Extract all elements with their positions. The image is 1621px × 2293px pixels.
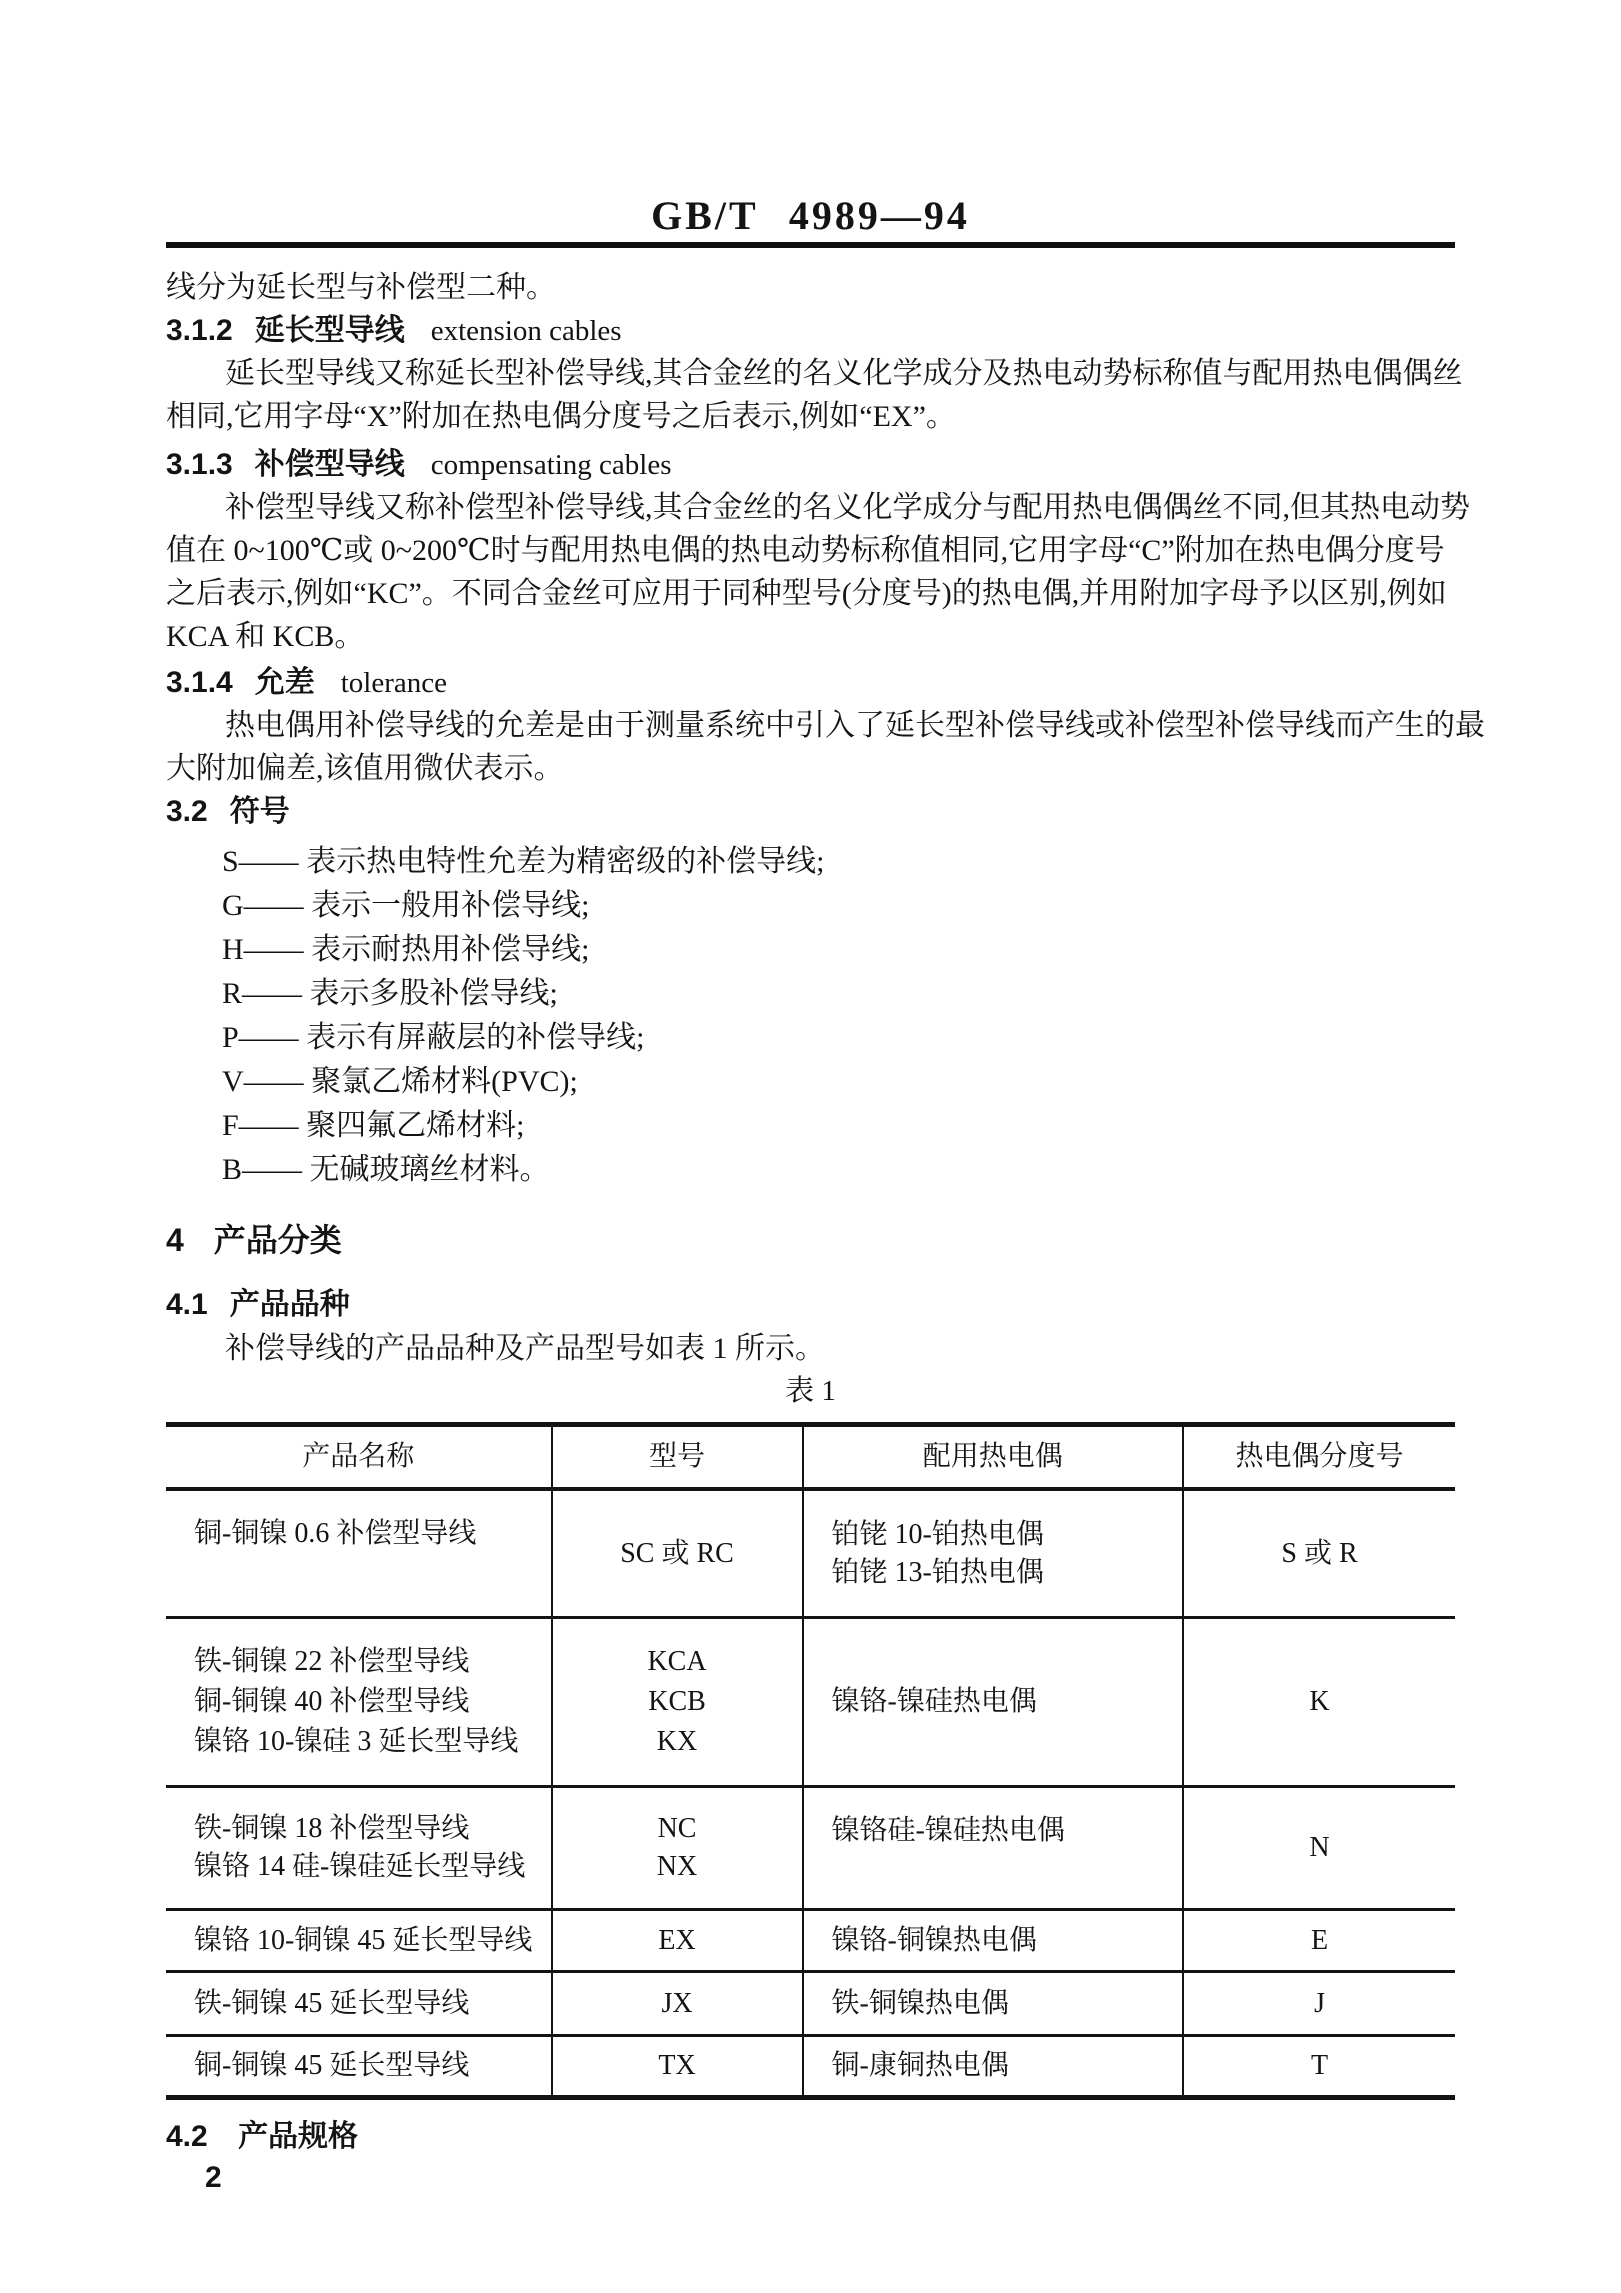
cell-model-line: NC xyxy=(657,1813,697,1844)
cell-index-code xyxy=(1182,1619,1455,1785)
clause-heading-4-1 xyxy=(166,1283,1455,1327)
table-caption: 表 1 xyxy=(785,1375,836,1407)
symbol-list-item: H—— 表示耐热用补偿导线; xyxy=(222,933,590,966)
symbol-list-item: F—— 聚四氟乙烯材料; xyxy=(222,1109,525,1142)
clause-heading-4-2 xyxy=(166,2114,1455,2160)
clause-title: 产品品种 xyxy=(229,1288,350,1321)
table-row xyxy=(166,1487,1455,1616)
cell-product-name-line: 铜-铜镍 45 延长型导线 xyxy=(194,2050,470,2081)
cell-index-code xyxy=(1182,2037,1455,2095)
cell-model-line: JX xyxy=(661,1987,693,2019)
paragraph-line: 之后表示,例如“KC”。不同合金丝可应用于同种型号(分度号)的热电偶,并用附加字母予以区别,例如 xyxy=(166,577,1447,610)
clause-title: 延长型导线 xyxy=(254,314,405,347)
cell-index-code-line: K xyxy=(1309,1686,1330,1717)
cell-model-line: KCA xyxy=(647,1646,707,1677)
table-header-cell xyxy=(551,1427,802,1487)
cell-model xyxy=(551,1911,802,1970)
cell-thermocouple xyxy=(802,2037,1183,2095)
table-header-row xyxy=(166,1427,1455,1487)
clause-heading-3-2 xyxy=(166,790,1455,833)
clause-title: 允差 xyxy=(254,666,315,699)
symbol-list-item: V—— 聚氯乙烯材料(PVC); xyxy=(222,1065,578,1098)
cell-product-name-line: 铁-铜镍 45 延长型导线 xyxy=(194,1987,470,2019)
symbol-list-item: P—— 表示有屏蔽层的补偿导线; xyxy=(222,1021,645,1054)
clause-heading-3-1-3 xyxy=(166,443,1455,486)
cell-thermocouple xyxy=(802,1491,1183,1616)
cell-product-name-line: 铜-铜镍 40 补偿型导线 xyxy=(194,1686,470,1717)
table-header-label: 产品名称 xyxy=(302,1441,415,1472)
cell-product-name xyxy=(166,1788,551,1908)
cell-index-code xyxy=(1182,1491,1455,1616)
clause-heading-4 xyxy=(166,1217,1455,1263)
cell-thermocouple-line: 铜-康铜热电偶 xyxy=(831,2050,1009,2081)
paragraph-line: 延长型导线又称延长型补偿导线,其合金丝的名义化学成分及热电动势标称值与配用热电偶偶丝 xyxy=(225,357,1463,390)
paragraph-line: 线分为延长型与补偿型二种。 xyxy=(166,271,556,304)
cell-model xyxy=(551,1973,802,2034)
table-row xyxy=(166,1908,1455,1970)
clause-title-en: compensating cables xyxy=(430,449,672,481)
cell-product-name-line: 镍铬 14 硅-镍硅延长型导线 xyxy=(194,1851,526,1882)
cell-product-name xyxy=(166,2037,551,2095)
clause-number: 4.1 xyxy=(166,1288,208,1321)
cell-model-line: KX xyxy=(656,1726,698,1757)
clause-title-en: tolerance xyxy=(340,667,447,699)
cell-thermocouple-line: 铂铑 13-铂热电偶 xyxy=(831,1556,1044,1588)
cell-thermocouple-line: 镍铬-铜镍热电偶 xyxy=(831,1924,1037,1956)
clause-number: 3.1.3 xyxy=(166,448,233,481)
cell-product-name xyxy=(166,1973,551,2034)
paragraph-line: 大附加偏差,该值用微伏表示。 xyxy=(166,752,564,785)
clause-number: 3.2 xyxy=(166,795,208,828)
cell-product-name-line: 铜-铜镍 0.6 补偿型导线 xyxy=(194,1518,477,1549)
symbol-list-item: R—— 表示多股补偿导线; xyxy=(222,977,558,1010)
clause-title: 符号 xyxy=(229,795,290,828)
cell-product-name xyxy=(166,1491,551,1616)
cell-index-code-line: E xyxy=(1310,1924,1329,1956)
page-number: 2 xyxy=(205,2161,222,2194)
table-header-label: 型号 xyxy=(649,1441,706,1472)
cell-model xyxy=(551,1491,802,1616)
cell-model-line: KCB xyxy=(648,1686,706,1717)
cell-product-name xyxy=(166,1619,551,1785)
cell-thermocouple-line: 铂铑 10-铂热电偶 xyxy=(831,1518,1044,1550)
cell-thermocouple xyxy=(802,1619,1183,1785)
table-1 xyxy=(166,1422,1455,2100)
standard-number-header: GB/T 4989—94 xyxy=(651,193,970,238)
cell-model xyxy=(551,2037,802,2095)
table-header-cell xyxy=(166,1427,551,1487)
cell-thermocouple-line: 镍铬硅-镍硅热电偶 xyxy=(831,1815,1065,1846)
cell-product-name-line: 镍铬 10-镍硅 3 延长型导线 xyxy=(194,1726,519,1757)
cell-index-code-line: J xyxy=(1314,1987,1325,2019)
clause-number: 4.2 xyxy=(166,2120,208,2153)
cell-index-code-line: S 或 R xyxy=(1281,1537,1358,1569)
clause-number: 4 xyxy=(166,1222,184,1258)
table-row xyxy=(166,1970,1455,2034)
cell-model xyxy=(551,1619,802,1785)
cell-product-name-line: 铁-铜镍 18 补偿型导线 xyxy=(194,1813,470,1844)
cell-model-line: EX xyxy=(658,1924,696,1956)
clause-title-en: extension cables xyxy=(430,315,622,347)
cell-thermocouple-line: 镍铬-镍硅热电偶 xyxy=(831,1686,1037,1717)
symbol-list-item: S—— 表示热电特性允差为精密级的补偿导线; xyxy=(222,845,825,878)
table-header-label: 配用热电偶 xyxy=(922,1441,1063,1472)
table-row xyxy=(166,2034,1455,2095)
clause-number: 3.1.4 xyxy=(166,666,233,699)
cell-product-name-line: 镍铬 10-铜镍 45 延长型导线 xyxy=(194,1924,533,1956)
cell-model-line: TX xyxy=(658,2050,696,2081)
table-header-cell xyxy=(802,1427,1183,1487)
clause-heading-3-1-4 xyxy=(166,661,1455,704)
cell-thermocouple xyxy=(802,1911,1183,1970)
paragraph-line: 补偿导线的产品品种及产品型号如表 1 所示。 xyxy=(225,1332,825,1365)
cell-product-name-line: 铁-铜镍 22 补偿型导线 xyxy=(194,1646,470,1677)
cell-thermocouple xyxy=(802,1973,1183,2034)
cell-thermocouple xyxy=(802,1788,1183,1908)
cell-model-line: SC 或 RC xyxy=(620,1537,734,1569)
paragraph-line: 相同,它用字母“X”附加在热电偶分度号之后表示,例如“EX”。 xyxy=(166,400,956,433)
cell-thermocouple-line: 铁-铜镍热电偶 xyxy=(831,1987,1009,2019)
cell-index-code xyxy=(1182,1973,1455,2034)
cell-index-code xyxy=(1182,1911,1455,1970)
cell-model-line: NX xyxy=(656,1851,698,1882)
table-header-label: 热电偶分度号 xyxy=(1235,1441,1404,1472)
paragraph-line: 值在 0~100℃或 0~200℃时与配用热电偶的热电动势标称值相同,它用字母“C”附加在热电偶分度号 xyxy=(166,534,1445,567)
symbol-list-item: G—— 表示一般用补偿导线; xyxy=(222,889,590,922)
paragraph-line: 热电偶用补偿导线的允差是由于测量系统中引入了延长型补偿导线或补偿型补偿导线而产生的最 xyxy=(225,709,1485,742)
table-row xyxy=(166,1616,1455,1785)
clause-heading-3-1-2 xyxy=(166,309,1455,352)
clause-title: 产品分类 xyxy=(213,1222,342,1258)
table-header-cell xyxy=(1182,1427,1455,1487)
paragraph-line: KCA 和 KCB。 xyxy=(166,620,365,653)
clause-title: 产品规格 xyxy=(238,2120,359,2153)
cell-index-code xyxy=(1182,1788,1455,1908)
table-row xyxy=(166,1785,1455,1908)
cell-model xyxy=(551,1788,802,1908)
cell-index-code-line: N xyxy=(1309,1832,1330,1863)
body-text xyxy=(166,266,1485,1413)
cell-product-name xyxy=(166,1911,551,1970)
paragraph-line: 补偿型导线又称补偿型补偿导线,其合金丝的名义化学成分与配用热电偶偶丝不同,但其热电动势 xyxy=(225,491,1470,524)
symbol-list-item: B—— 无碱玻璃丝材料。 xyxy=(222,1153,550,1186)
clause-title: 补偿型导线 xyxy=(254,448,405,481)
header-rule xyxy=(166,242,1455,248)
cell-index-code-line: T xyxy=(1310,2050,1329,2081)
clause-number: 3.1.2 xyxy=(166,314,233,347)
